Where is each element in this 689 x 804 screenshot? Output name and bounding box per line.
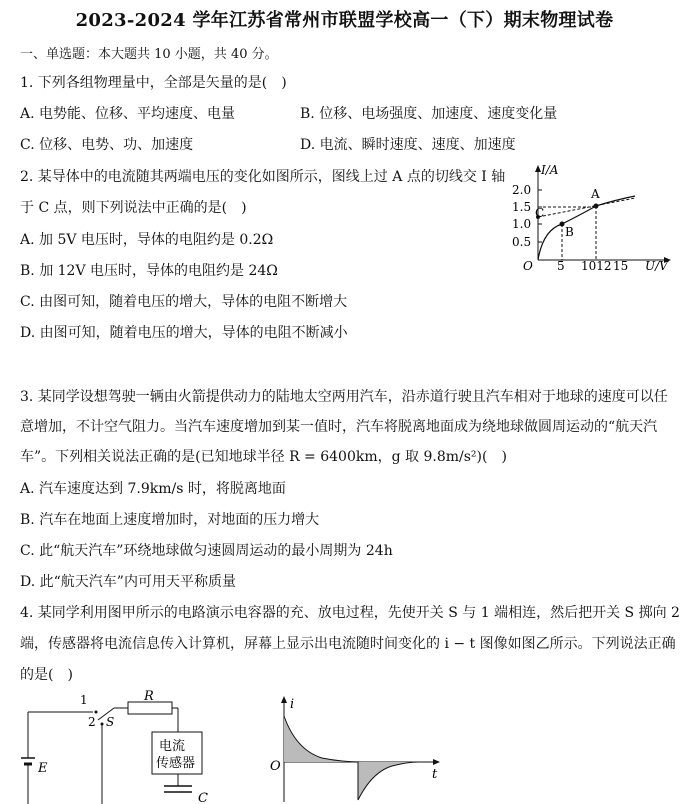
label-2: 2	[88, 715, 96, 729]
x-tick-10-12: 1012	[581, 259, 612, 273]
q2-stem-line1: 2. 某导体中的电流随其两端电压的变化如图所示，图线上过 A 点的切线交 I 轴	[20, 169, 506, 185]
y-axis-label: I/A	[541, 163, 559, 177]
it-graph	[262, 692, 447, 804]
q1-option-a: A. 电势能、位移、平均速度、电量	[20, 106, 236, 122]
it-y-label: i	[290, 697, 295, 712]
iu-graph	[505, 160, 685, 275]
exam-title: 2023-2024 学年江苏省常州市联盟学校高一（下）期末物理试卷	[75, 10, 614, 31]
q1-option-b: B. 位移、电场强度、加速度、速度变化量	[300, 106, 558, 122]
x-tick-5: 5	[557, 259, 565, 273]
q2-option-a: A. 加 5V 电压时，导体的电阻约是 0.2Ω	[20, 232, 274, 248]
it-x-label: t	[432, 767, 438, 782]
q3-option-b: B. 汽车在地面上速度增加时，对地面的压力增大	[20, 512, 320, 528]
q1-option-d: D. 电流、瞬时速度、速度、加速度	[300, 137, 516, 153]
it-origin: O	[270, 759, 281, 774]
label-a: A	[591, 187, 600, 201]
iu-curve	[538, 196, 635, 260]
q4-stem-line2: 端，传感器将电流信息传入计算机，屏幕上显示出电流随时间变化的 i − t 图像如图乙所示。下列说法正确	[20, 636, 676, 652]
q4-stem-line3: 的是( )	[20, 667, 73, 683]
label-c-circuit: C	[198, 791, 208, 804]
q1-stem: 1. 下列各组物理量中，全部是矢量的是( )	[20, 75, 287, 91]
label-b: B	[565, 225, 574, 239]
x-axis-label: U/V	[645, 259, 668, 273]
sensor-label-2: 传感器	[156, 756, 196, 771]
point-b	[560, 222, 565, 227]
label-1: 1	[80, 693, 88, 707]
q1-option-c: C. 位移、电势、功、加速度	[20, 137, 194, 153]
y-tick-1-5: 1.5	[512, 200, 532, 214]
q2-stem-line2: 于 C 点，则下列说法中正确的是( )	[20, 200, 247, 216]
section-header: 一、单选题：本大题共 10 小题，共 40 分。	[20, 47, 278, 62]
q3-option-a: A. 汽车速度达到 7.9km/s 时，将脱离地面	[20, 481, 286, 497]
sensor-label-1: 电流	[159, 739, 186, 754]
q2-option-b: B. 加 12V 电压时，导体的电阻约是 24Ω	[20, 263, 278, 279]
q2-option-c: C. 由图可知，随着电压的增大，导体的电阻不断增大	[20, 294, 348, 310]
tangent-line	[538, 198, 635, 217]
y-tick-1: 1.0	[512, 217, 532, 231]
q3-stem-line2: 意增加，不计空气阻力。当汽车速度增加到某一值时，汽车将脱离地面成为绕地球做圆周运动的“航天汽	[20, 419, 658, 435]
q3-stem-line1: 3. 某同学设想驾驶一辆由火箭提供动力的陆地太空两用汽车，沿赤道行驶且汽车相对于地球的速度可以任	[20, 389, 668, 405]
q3-option-d: D. 此“航天汽车”内可用天平称质量	[20, 574, 236, 590]
label-s: S	[106, 715, 115, 729]
label-c: C	[535, 206, 545, 220]
circuit-diagram	[18, 690, 248, 804]
q2-option-d: D. 由图可知，随着电压的增大，导体的电阻不断减小	[20, 325, 348, 341]
q3-stem-line3: 车”。下列相关说法正确的是(已知地球半径 R = 6400km，g 取 9.8m/s²)( )	[20, 449, 507, 465]
origin-label: O	[523, 259, 533, 273]
point-a	[594, 204, 599, 209]
y-tick-2: 2.0	[512, 183, 532, 197]
label-r: R	[144, 690, 154, 704]
label-e: E	[38, 761, 48, 776]
x-tick-15: 15	[613, 259, 629, 273]
y-tick-0-5: 0.5	[512, 235, 532, 249]
q3-option-c: C. 此“航天汽车”环绕地球做匀速圆周运动的最小周期为 24h	[20, 543, 393, 559]
q4-stem-line1: 4. 某同学利用图甲所示的电路演示电容器的充、放电过程，先使开关 S 与 1 端相连，然后把开关 S 掷向 2	[20, 605, 680, 621]
